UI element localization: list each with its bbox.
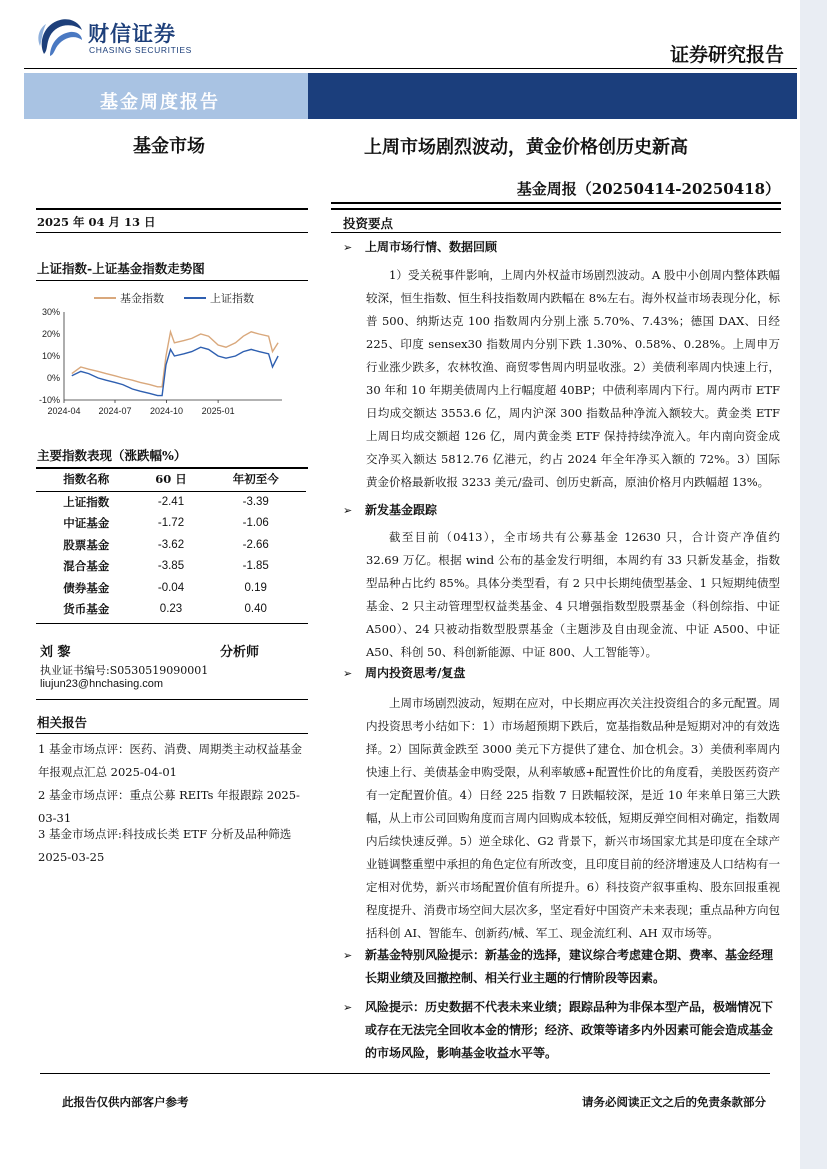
page-subtitle: 基金周报（20250414-20250418） — [516, 180, 780, 198]
y-tick-label: 20% — [41, 329, 60, 339]
date-top-rule — [36, 208, 308, 210]
col-header-60d: 60 日 — [137, 468, 206, 491]
legend-label: 基金指数 — [120, 292, 164, 305]
table-row — [36, 513, 306, 535]
col-header-ytd: 年初至今 — [205, 468, 306, 491]
title-divider — [331, 202, 781, 204]
section-weekly-thoughts — [343, 664, 465, 681]
key-points-heading: 投资要点 — [343, 216, 394, 231]
risk-notice — [343, 996, 783, 1065]
chart-lines — [72, 332, 278, 396]
new-funds-paragraph: 截至目前（0413），全市场共有公募基金 12630 只，合计资产净值约 32.69 万亿。根据 wind 公布的基金发行明细，本周约有 33 只新发基金，指数型品种占比约 85%。具体分类型看，有 2 只中长期纯债型基金、1 只短期纯债型基金、2 只主动管理型权益类基金、4 只增强指数型股票基金（科创综指、中证 A500）、24 只被动指数型股票基金（主题涉及自由现金流、中证 A500、中证 A50、科创 50、科创新能源、中证 800、人工智能等）。 — [366, 530, 780, 659]
related-report-item[interactable]: 1 基金市场点评：医药、消费、周期类主动权益基金年报观点汇总 2025-04-01 — [38, 742, 302, 779]
table-row — [36, 599, 306, 621]
new-fund-risk-notice — [343, 944, 783, 990]
y-tick-label: 10% — [41, 351, 60, 361]
trend-chart — [36, 282, 302, 422]
chart-heading: 上证指数-上证基金指数走势图 — [37, 261, 205, 276]
weekly-thoughts-paragraph: 上周市场剧烈波动，短期在应对，中长期应再次关注投资组合的多元配置。周内投资思考小结如下：1）市场超预期下跌后，宽基指数品种是短期对冲的有效选择。2）国际黄金跌至 3000 美元下方提供了建仓、加仓机会。3）美债利率周内快速上行、美债基金申购受限，从利率敏感+配置性价比的角度看，美股医药资产有一定配置价值。4）日经 225 指数 7 日跌幅较深，是近 10 年来单日第三大跌幅，从上市公司回购角度而言周内回购成本较低，短期反弹空间相对确定，指数周内后续快速反弹。5）逆全球化、G2 背景下，新兴市场国家尤其是印度在全球产业链调整重塑中承担的角色定位有所改变，且印度目前的经济增速及人口结构有一定相对优势，新兴市场配置价值有所提升。6）科技资产叙事重构、股东回报重视程度提升、消费市场空间大层次多，坚定看好中国资产未来表现；重点品种方向包括科创 AI、智能车、创新药/械、军工、现金流红利、AH 双市场等。 — [366, 696, 780, 940]
analyst-email[interactable]: liujun23@hnchasing.com — [40, 678, 164, 690]
x-tick-label: 2025-01 — [201, 406, 235, 416]
table-bottom-rule — [36, 623, 308, 624]
table-row — [36, 534, 306, 556]
chart-heading-rule — [36, 280, 308, 281]
section-new-funds — [343, 501, 437, 518]
x-tick-label: 2024-07 — [98, 406, 132, 416]
analyst-rule — [36, 699, 308, 700]
analyst-name: 刘 黎 — [40, 645, 71, 660]
page-edge-stripe — [800, 0, 827, 1169]
y-tick-label: 0% — [46, 373, 60, 383]
report-date: 2025 年 04 月 13 日 — [37, 215, 156, 229]
arrow-bullet-icon: ➢ — [343, 241, 353, 254]
logo-text-en: CHASING SECURITIES — [89, 45, 192, 55]
analyst-cert: 执业证书编号:S0530519090001 — [40, 664, 209, 677]
kp-top-rule — [331, 208, 781, 210]
sector-label: 基金市场 — [133, 136, 205, 157]
table-row — [36, 491, 306, 513]
x-tick-label: 2024-04 — [47, 406, 81, 416]
index-60d: -3.85 — [157, 560, 185, 573]
table-header-row — [36, 468, 306, 491]
index-name: 债券基金 — [63, 580, 110, 595]
index-60d: -2.41 — [157, 496, 185, 508]
logo-text-cn: 财信证券 — [88, 22, 176, 46]
chart-axes — [39, 307, 282, 416]
y-tick-label: -10% — [38, 395, 60, 405]
header-divider — [24, 68, 797, 69]
index-60d: -3.62 — [157, 538, 185, 551]
footer-divider — [40, 1073, 770, 1074]
table-row — [36, 577, 306, 599]
index-name: 货币基金 — [63, 602, 110, 617]
index-ytd: -1.06 — [242, 517, 269, 530]
y-tick-label: 30% — [41, 307, 60, 317]
kp-bottom-rule — [331, 232, 781, 233]
related-heading: 相关报告 — [37, 715, 88, 730]
arrow-bullet-icon: ➢ — [343, 667, 353, 680]
index-ytd: -3.39 — [242, 496, 269, 508]
analyst-role: 分析师 — [220, 645, 260, 660]
page-title: 上周市场剧烈波动，黄金价格创历史新高 — [364, 137, 688, 158]
related-report-item[interactable]: 2 基金市场点评：重点公募 REITs 年报跟踪 2025-03-31 — [38, 788, 300, 825]
date-bottom-rule — [36, 232, 308, 233]
index-60d: -1.72 — [157, 517, 185, 530]
arrow-bullet-icon: ➢ — [343, 949, 353, 962]
arrow-bullet-icon: ➢ — [343, 504, 353, 517]
index-name: 中证基金 — [63, 516, 110, 531]
related-report-item[interactable]: 3 基金市场点评:科技成长类 ETF 分析及品种筛选 2025-03-25 — [38, 827, 292, 864]
index-name: 股票基金 — [63, 537, 110, 552]
market-review-paragraph: 1）受关税事件影响，上周内外权益市场剧烈波动。A 股中小创周内整体跌幅较深，恒生指数、恒生科技指数周内跌幅在 8%左右。海外权益市场表现分化，标普 500、纳斯达克 100 指数周内分别上涨 5.70%、7.43%；德国 DAX、日经 225、印度 sensex30 指数周内分别下跌 1.30%、0.58%、0.28%。上周申万行业涨少跌多，农林牧渔、商贸零售周内明显收涨。2）美债利率周内快速上行，30 年和 10 年期美债周内上行幅度超 40BP；中债利率周内下行。周内两市 ETF 日均成交额达 3553.6 亿，周内沪深 300 指数品种净流入额较大。黄金类 ETF 上周日均成交额超 126 亿，周内黄金类 ETF 保持持续净流入。年内南向资金成交净买入额达 5812.76 亿港元，约占 2024 年全年净买入额的 72%。3）国际黄金价格最新收报 3233 美元/盎司、创历史新高，原油价格月内跌幅超 13%。 — [366, 268, 780, 489]
table-row — [36, 556, 306, 578]
index-ytd: -1.85 — [242, 560, 269, 573]
footer-right-note: 请务必阅读正文之后的免责条款部分 — [582, 1095, 766, 1109]
section-title: 新发基金跟踪 — [365, 503, 438, 517]
banner-title: 基金周度报告 — [100, 92, 220, 113]
index-name: 混合基金 — [63, 559, 110, 574]
col-header-name: 指数名称 — [36, 468, 137, 491]
index-60d: -0.04 — [157, 581, 185, 594]
index-ytd: 0.40 — [244, 603, 267, 616]
report-type-label: 证券研究报告 — [669, 44, 784, 66]
index-60d: 0.23 — [159, 603, 183, 616]
arrow-bullet-icon: ➢ — [343, 1001, 353, 1014]
related-heading-rule — [36, 733, 308, 734]
series-line-sse-index — [72, 347, 278, 395]
index-name: 上证指数 — [63, 495, 110, 509]
legend-label: 上证指数 — [210, 292, 254, 305]
footer-left-note: 此报告仅供内部客户参考 — [62, 1095, 189, 1109]
index-ytd: 0.19 — [244, 581, 267, 594]
series-line-fund-index — [72, 332, 278, 387]
section-market-review — [343, 238, 497, 255]
x-tick-label: 2024-10 — [150, 406, 184, 416]
risk-text: 风险提示：历史数据不代表未来业绩；跟踪品种为非保本型产品，极端情况下或存在无法完全回收本金的情形；经济、政策等诸多内外因素可能会造成基金的市场风险，影响基金收益水平等。 — [365, 1000, 774, 1060]
section-title: 周内投资思考/复盘 — [365, 666, 466, 680]
risk-text: 新基金特别风险提示：新基金的选择，建议综合考虑建仓期、费率、基金经理长期业绩及回撤控制、相关行业主题的行情阶段等因素。 — [365, 948, 774, 985]
index-ytd: -2.66 — [242, 538, 269, 551]
index-performance-table — [36, 468, 306, 620]
chasing-logo-icon — [36, 16, 84, 60]
perf-heading: 主要指数表现（涨跌幅%） — [37, 448, 187, 463]
section-title: 上周市场行情、数据回顾 — [365, 240, 498, 254]
chart-legend — [94, 291, 254, 305]
